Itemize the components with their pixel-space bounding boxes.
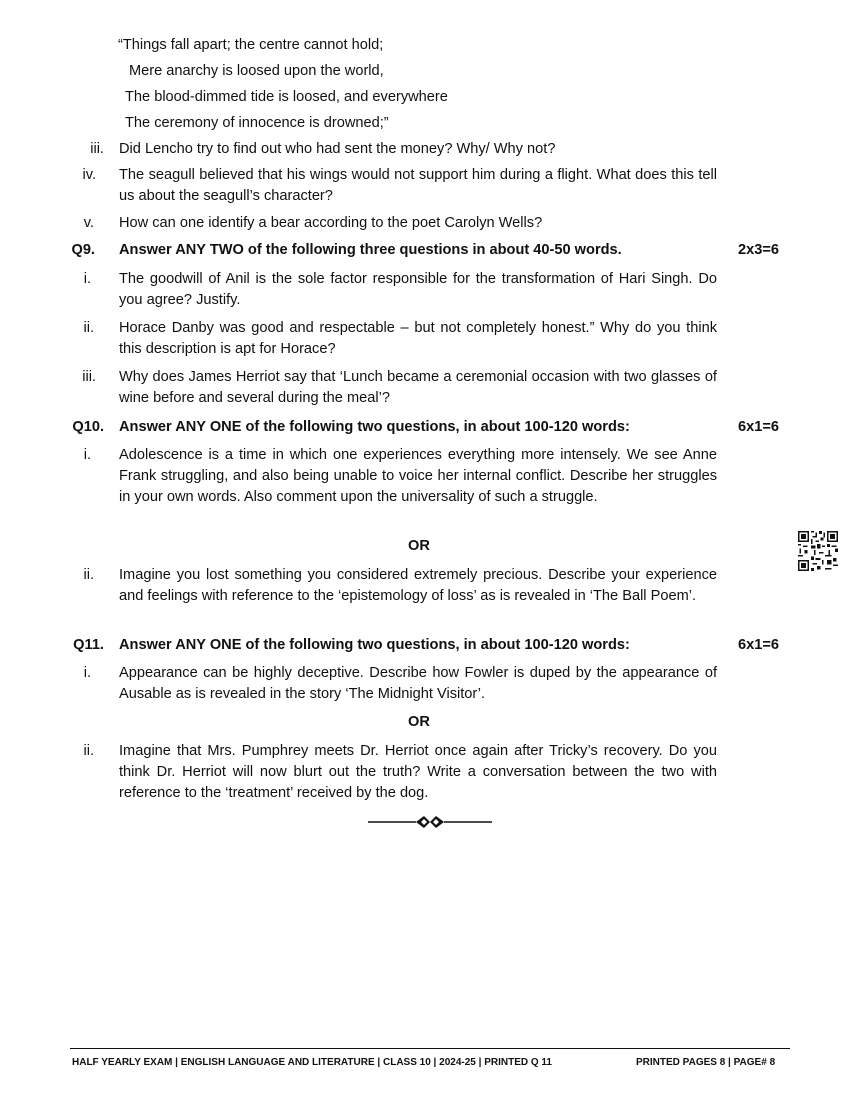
item-text: How can one identify a bear according to the poet Carolyn Wells? [119,215,543,231]
poem-line: Mere anarchy is loosed upon the world, [129,63,384,79]
or-separator: OR [408,538,430,554]
item-number: ii. [83,320,94,336]
item-number: iv. [82,167,96,183]
marks-allocation: 6x1=6 [738,419,779,435]
item-number: ii. [83,743,94,759]
question-number: Q11. [73,637,104,653]
item-text: Imagine that Mrs. Pumphrey meets Dr. Herriot once again after Tricky’s recovery. Do you think Dr. Herriot will now blurt out the truth? Write a conversation between the two with reference to the ‘treatment’ received by the dog. [119,743,717,801]
item-number: i. [83,447,91,463]
item-text: Appearance can be highly deceptive. Describe how Fowler is duped by the appearance of Ausable as is revealed in the story ‘The Midnight Visitor’. [119,665,717,702]
item-text: The seagull believed that his wings would not support him during a flight. What does this tell us about the seagull’s character? [119,167,717,204]
or-separator: OR [408,714,430,730]
footer-divider [70,1048,790,1049]
item-text: Imagine you lost something you considered extremely precious. Describe your experience and feelings with reference to the ‘epistemology of loss’ as is revealed in ‘The Ball Poem’. [119,567,717,604]
item-number: i. [83,271,91,287]
item-text: Horace Danby was good and respectable – but not completely honest.” Why do you think this description is apt for Horace? [119,320,717,357]
qr-code-icon [798,531,838,571]
item-text: Adolescence is a time in which one experiences everything more intensely. We see Anne Frank struggling, and also being unable to voice her internal conflict. Describe her struggles in your own words. Also comment upon the universality of such a struggle. [119,447,717,505]
question-instruction: Answer ANY TWO of the following three questions in about 40-50 words. [119,242,622,258]
item-text: Did Lencho try to find out who had sent the money? Why/ Why not? [119,141,556,157]
item-number: v. [83,215,94,231]
marks-allocation: 6x1=6 [738,637,779,653]
question-instruction: Answer ANY ONE of the following two questions, in about 100-120 words: [119,637,630,653]
item-number: i. [83,665,91,681]
item-number: iii. [90,141,104,157]
question-instruction: Answer ANY ONE of the following two questions, in about 100-120 words: [119,419,630,435]
footer-exam-info: HALF YEARLY EXAM | ENGLISH LANGUAGE AND LITERATURE | CLASS 10 | 2024-25 | PRINTED Q 11 [72,1057,552,1068]
marks-allocation: 2x3=6 [738,242,779,258]
item-number: iii. [82,369,96,385]
poem-line: The blood-dimmed tide is loosed, and everywhere [125,89,448,105]
footer-page-info: PRINTED PAGES 8 | PAGE# 8 [636,1057,776,1068]
end-ornament-icon [366,812,494,832]
question-number: Q9. [71,242,95,258]
item-text: Why does James Herriot say that ‘Lunch became a ceremonial occasion with two glasses of wine before and several during the meal’? [119,369,717,406]
poem-line: The ceremony of innocence is drowned;” [125,115,389,131]
question-number: Q10. [72,419,104,435]
item-number: ii. [83,567,94,583]
item-text: The goodwill of Anil is the sole factor responsible for the transformation of Hari Singh. Do you agree? Justify. [119,271,717,308]
poem-line: “Things fall apart; the centre cannot hold; [118,37,384,53]
